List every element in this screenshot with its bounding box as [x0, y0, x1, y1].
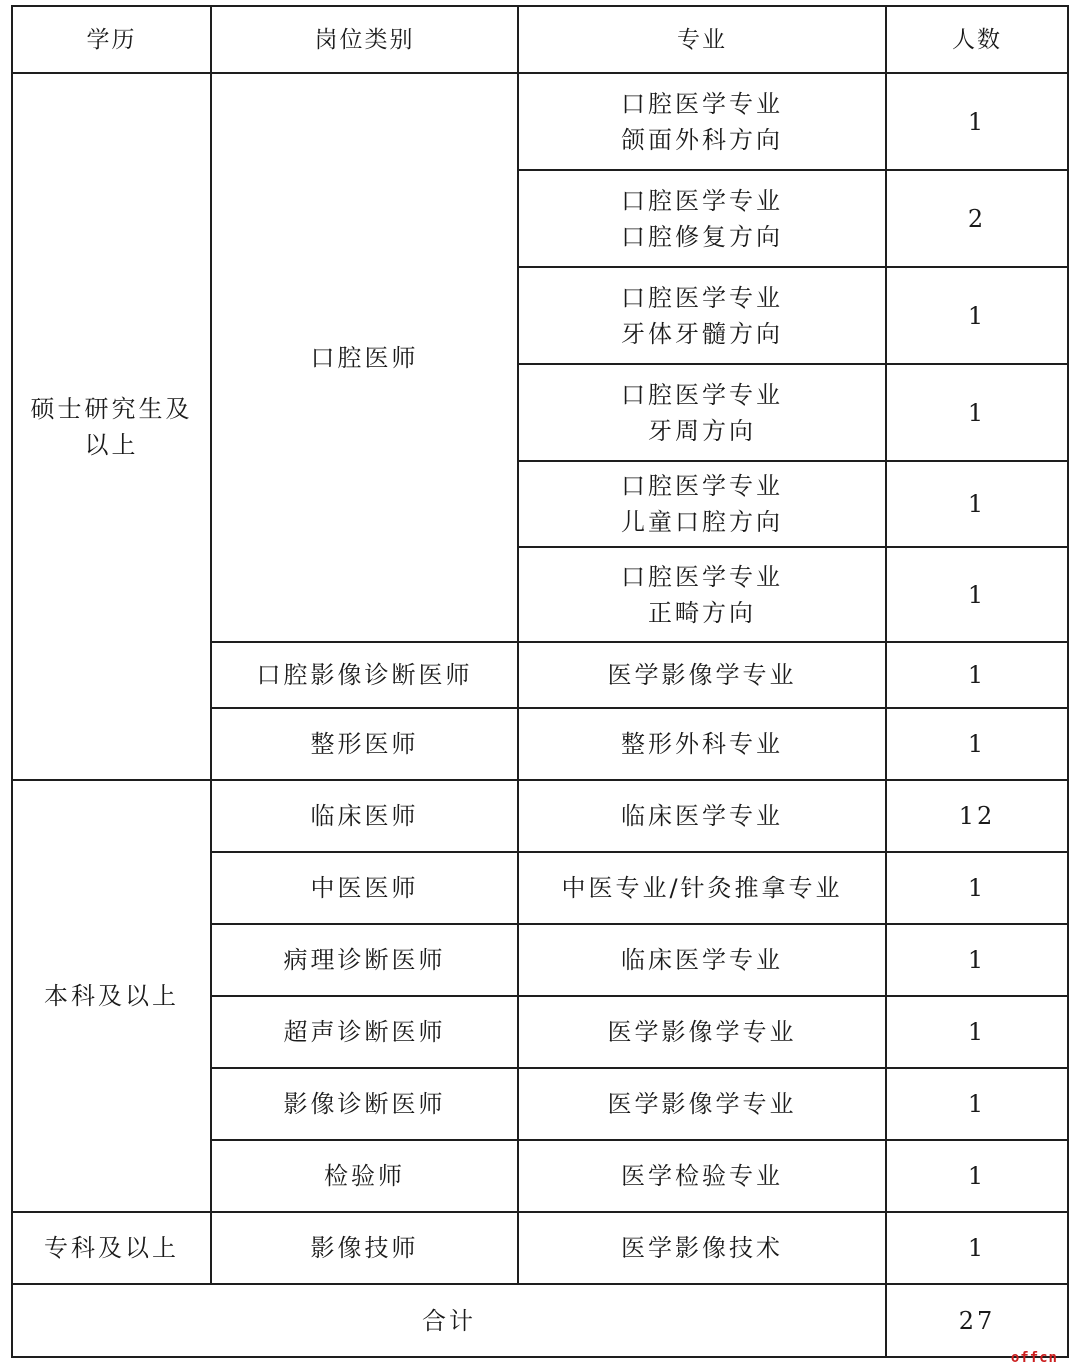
- major-cell: 口腔医学专业 牙周方向: [518, 364, 886, 461]
- position-pathology: 病理诊断医师: [211, 924, 518, 996]
- major-cell: 医学影像学专业: [518, 1068, 886, 1140]
- major-cell: 中医专业/针灸推拿专业: [518, 852, 886, 924]
- header-row: [12, 6, 1068, 73]
- major-cell: 医学检验专业: [518, 1140, 886, 1212]
- major-cell: 口腔医学专业 颌面外科方向: [518, 73, 886, 170]
- count-cell: 2: [886, 170, 1068, 267]
- position-ultrasound: 超声诊断医师: [211, 996, 518, 1068]
- education-college: 专科及以上: [12, 1212, 211, 1284]
- count-cell: 1: [886, 1212, 1068, 1284]
- major-cell: 医学影像技术: [518, 1212, 886, 1284]
- count-cell: 1: [886, 852, 1068, 924]
- table-row: [12, 73, 1068, 170]
- count-cell: 1: [886, 642, 1068, 708]
- table-row: [12, 1212, 1068, 1284]
- major-cell: 医学影像学专业: [518, 642, 886, 708]
- major-cell: 口腔医学专业 儿童口腔方向: [518, 461, 886, 547]
- position-imaging: 影像诊断医师: [211, 1068, 518, 1140]
- major-cell: 临床医学专业: [518, 780, 886, 852]
- position-plastic: 整形医师: [211, 708, 518, 780]
- count-cell: 1: [886, 1068, 1068, 1140]
- education-master: 硕士研究生及 以上: [12, 73, 211, 780]
- major-cell: 医学影像学专业: [518, 996, 886, 1068]
- total-label: 合计: [12, 1284, 886, 1357]
- watermark-logo: offcn: [1010, 1350, 1058, 1366]
- total-row: [12, 1284, 1068, 1357]
- position-clinical: 临床医师: [211, 780, 518, 852]
- count-cell: 1: [886, 708, 1068, 780]
- position-lab: 检验师: [211, 1140, 518, 1212]
- count-cell: 1: [886, 996, 1068, 1068]
- count-cell: 1: [886, 364, 1068, 461]
- header-education: 学历: [12, 6, 211, 73]
- major-cell: 临床医学专业: [518, 924, 886, 996]
- major-cell: 口腔医学专业 口腔修复方向: [518, 170, 886, 267]
- count-cell: 1: [886, 547, 1068, 642]
- header-major: 专业: [518, 6, 886, 73]
- position-tcm: 中医医师: [211, 852, 518, 924]
- header-count: 人数: [886, 6, 1068, 73]
- recruitment-table: [11, 5, 1069, 1358]
- count-cell: 1: [886, 924, 1068, 996]
- education-bachelor: 本科及以上: [12, 780, 211, 1212]
- position-imaging-tech: 影像技师: [211, 1212, 518, 1284]
- major-cell: 口腔医学专业 牙体牙髓方向: [518, 267, 886, 364]
- position-dentist: 口腔医师: [211, 73, 518, 642]
- count-cell: 1: [886, 1140, 1068, 1212]
- position-oral-imaging: 口腔影像诊断医师: [211, 642, 518, 708]
- major-cell: 整形外科专业: [518, 708, 886, 780]
- count-cell: 12: [886, 780, 1068, 852]
- total-count: 27: [886, 1284, 1068, 1357]
- count-cell: 1: [886, 267, 1068, 364]
- count-cell: 1: [886, 461, 1068, 547]
- table-row: [12, 780, 1068, 852]
- count-cell: 1: [886, 73, 1068, 170]
- major-cell: 口腔医学专业 正畸方向: [518, 547, 886, 642]
- header-position: 岗位类别: [211, 6, 518, 73]
